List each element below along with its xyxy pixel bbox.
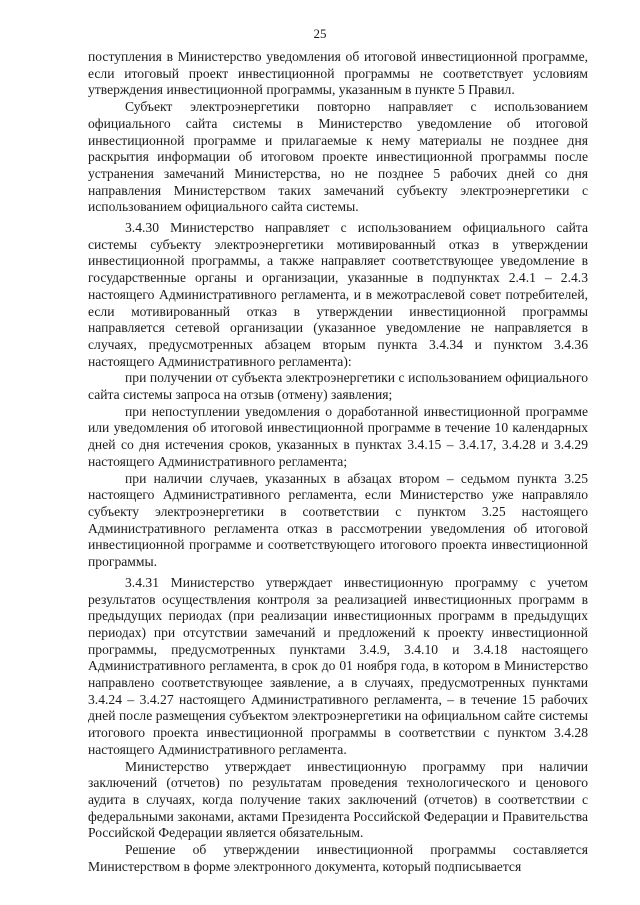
paragraph-approval-decision: Решение об утверждении инвестиционной программы составляется Министерством в форме электронного документа, который подписывается [88,842,588,874]
paragraph-refusal-case-2: при непоступлении уведомления о доработанной инвестиционной программе или уведомления об итоговой инвестиционной программе в течение 10 календарных дней со дня истечения сроков, указанных в пунктах 3.4.15 – 3.4.17, 3.4.28 и 3.4.29 настоящего Административного регламента; [88,403,588,469]
paragraph-repeat-notification: Субъект электроэнергетики повторно направляет с использованием официального сайта системы в Министерство уведомление об итоговой инвестиционной программе и прилагаемые к нему материалы не позднее дня раскрытия информации об итоговом проекте инвестиционной программы после устранения замечаний Министерства, но не позднее 5 рабочих дней со дня направления Министерством таких замечаний субъекту электроэнергетики с использованием официального сайта системы. [88,99,588,215]
document-body [88,49,588,875]
paragraph-audit-conclusions: Министерство утверждает инвестиционную программу при наличии заключений (отчетов) по результатам проведения технологического и ценового аудита в случаях, когда получение таких заключений (отчетов) в соответствии с федеральными законами, актами Президента Российской Федерации и Правительства Российской Федерации является обязательным. [88,758,588,841]
paragraph-3-4-31: 3.4.31 Министерство утверждает инвестиционную программу с учетом результатов осуществления контроля за реализацией инвестиционных программ в предыдущих периодах (при реализации инвестиционных программ в предыдущих периодах) при отсутствии замечаний и предложений к проекту инвестиционной программы, предусмотренных пунктами 3.4.9, 3.4.10 и 3.4.18 настоящего Административного регламента, в срок до 01 ноября года, в котором в Министерство направлено соответствующее заявление, а в случаях, предусмотренных пунктами 3.4.24 – 3.4.27 настоящего Административного регламента, – в течение 15 рабочих дней после размещения субъектом электроэнергетики на официальном сайте системы итогового проекта инвестиционной программы в соответствии с пунктом 3.4.28 настоящего Административного регламента. [88,574,588,757]
paragraph-continuation: поступления в Министерство уведомления об итоговой инвестиционной программе, если итоговый проект инвестиционной программы не соответствует условиям утверждения инвестиционной программы, указанным в пункте 5 Правил. [88,49,588,98]
paragraph-refusal-case-1: при получении от субъекта электроэнергетики с использованием официального сайта системы запроса на отзыв (отмену) заявления; [88,370,588,403]
paragraph-refusal-case-3: при наличии случаев, указанных в абзацах втором – седьмом пункта 3.25 настоящего Административного регламента, если Министерство уже направляло субъекту электроэнергетики в соответствии с пунктом 3.25 настоящего Административного регламента отказ в рассмотрении уведомления об итоговой инвестиционной программе и соответствующего итогового проекта инвестиционной программы. [88,470,588,570]
page-number: 25 [313,26,327,41]
paragraph-3-4-30: 3.4.30 Министерство направляет с использованием официального сайта системы субъекту электроэнергетики мотивированный отказ в утверждении инвестиционной программы, а также направляет соответствующее уведомление в государственные органы и организации, указанные в подпунктах 2.4.1 – 2.4.3 настоящего Административного регламента, и в межотраслевой совет потребителей, если мотивированный отказ в утверждении инвестиционной программы направляется сетевой организации (указанное уведомление не направляется в случаях, предусмотренных абзацем вторым пункта 3.4.34 и пунктом 3.4.36 настоящего Административного регламента): [88,220,588,369]
